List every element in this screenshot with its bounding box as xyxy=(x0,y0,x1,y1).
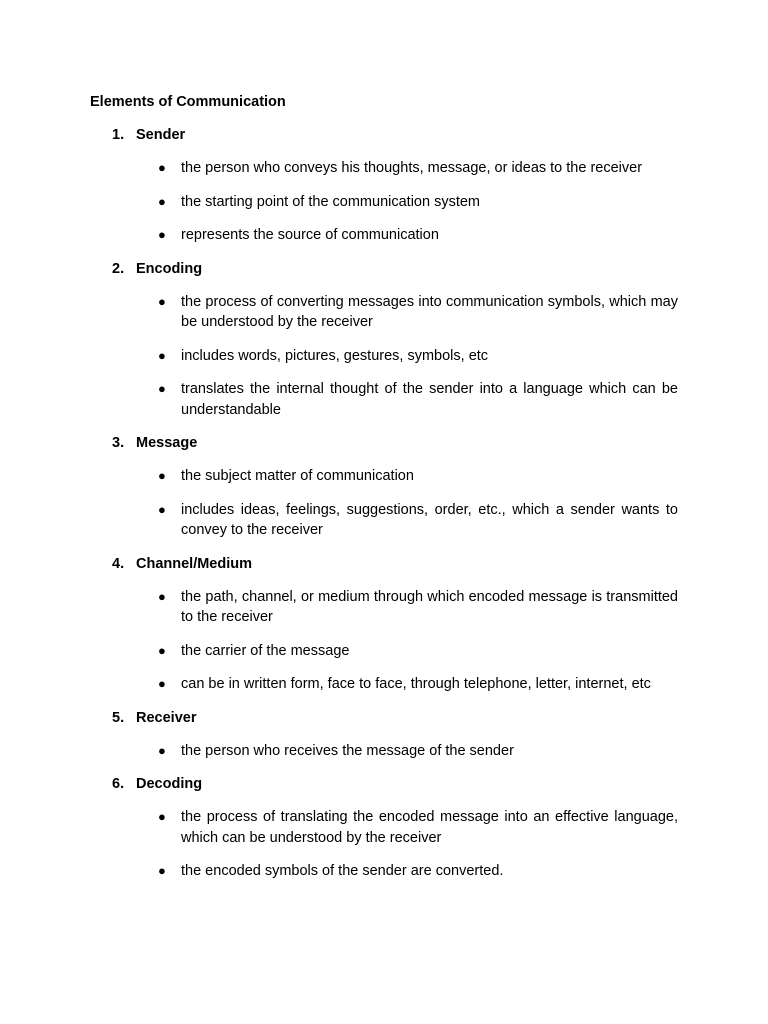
section-title: Encoding xyxy=(136,260,203,277)
bullet-text: translates the internal thought of the sender into a language which can be understandable xyxy=(181,381,678,418)
bullet-text: the subject matter of communication xyxy=(181,468,414,484)
section-heading xyxy=(90,433,678,453)
bullet-text: can be in written form, face to face, through telephone, letter, internet, etc xyxy=(181,676,651,692)
bullet-dot-icon: ● xyxy=(158,863,166,878)
bullet-dot-icon: ● xyxy=(158,588,166,604)
bullet-text: represents the source of communication xyxy=(181,227,439,243)
list-item xyxy=(90,500,678,541)
section-channel-medium xyxy=(90,554,678,695)
bullet-list xyxy=(90,807,678,882)
section-heading xyxy=(90,774,678,794)
document-title: Elements of Communication xyxy=(90,94,286,110)
bullet-dot-icon: ● xyxy=(158,501,166,517)
section-title: Channel/Medium xyxy=(136,555,253,572)
section-heading xyxy=(90,125,678,145)
list-item xyxy=(90,292,678,333)
section-number: 3. xyxy=(112,435,125,451)
list-item xyxy=(90,674,678,695)
bullet-dot-icon: ● xyxy=(158,468,166,483)
bullet-text: includes words, pictures, gestures, symbols, etc xyxy=(181,347,489,364)
bullet-list xyxy=(90,741,678,762)
list-item xyxy=(90,641,678,662)
list-item xyxy=(90,346,678,367)
sections-list xyxy=(90,125,678,882)
bullet-list xyxy=(90,158,678,246)
bullet-list xyxy=(90,466,678,541)
bullet-text: includes ideas, feelings, suggestions, order, etc., which a sender wants to convey to the receiver xyxy=(181,501,678,538)
section-number: 2. xyxy=(112,260,125,277)
list-item xyxy=(90,192,678,213)
bullet-dot-icon: ● xyxy=(158,642,166,658)
bullet-text: the process of translating the encoded message into an effective language, which can be understood by the receiver xyxy=(181,809,678,846)
section-number: 1. xyxy=(112,127,125,143)
bullet-text: the process of converting messages into communication symbols, which may be understood by the receiver xyxy=(181,293,678,330)
bullet-text: the person who receives the message of the sender xyxy=(181,742,514,759)
bullet-text: the encoded symbols of the sender are converted. xyxy=(181,863,504,879)
bullet-dot-icon: ● xyxy=(158,809,166,824)
bullet-dot-icon: ● xyxy=(158,381,166,396)
bullet-dot-icon: ● xyxy=(158,227,166,242)
section-decoding xyxy=(90,774,678,882)
section-title: Message xyxy=(136,435,198,451)
list-item xyxy=(90,225,678,246)
list-item xyxy=(90,379,678,420)
section-title: Receiver xyxy=(136,709,197,726)
section-number: 5. xyxy=(112,709,125,726)
section-number: 4. xyxy=(112,555,125,572)
section-message xyxy=(90,433,678,541)
bullet-dot-icon: ● xyxy=(158,293,166,309)
list-item xyxy=(90,466,678,487)
bullet-text: the person who conveys his thoughts, message, or ideas to the receiver xyxy=(181,160,643,176)
list-item xyxy=(90,158,678,179)
bullet-list xyxy=(90,587,678,695)
section-heading xyxy=(90,259,678,279)
bullet-dot-icon: ● xyxy=(158,160,166,175)
section-title: Decoding xyxy=(136,776,203,792)
bullet-dot-icon: ● xyxy=(158,676,166,691)
bullet-dot-icon: ● xyxy=(158,742,166,758)
list-item xyxy=(90,861,678,882)
bullet-text: the starting point of the communication system xyxy=(181,193,481,210)
bullet-dot-icon: ● xyxy=(158,347,166,363)
bullet-list xyxy=(90,292,678,421)
section-receiver xyxy=(90,708,678,762)
bullet-text: the carrier of the message xyxy=(181,642,350,659)
list-item xyxy=(90,741,678,762)
list-item xyxy=(90,807,678,848)
list-item xyxy=(90,587,678,628)
section-heading xyxy=(90,554,678,574)
section-encoding xyxy=(90,259,678,421)
section-sender xyxy=(90,125,678,246)
section-number: 6. xyxy=(112,776,125,792)
bullet-text: the path, channel, or medium through which encoded message is transmitted to the receiver xyxy=(181,588,678,625)
section-title: Sender xyxy=(136,127,186,143)
section-heading xyxy=(90,708,678,728)
bullet-dot-icon: ● xyxy=(158,193,166,209)
document-page xyxy=(90,92,678,895)
